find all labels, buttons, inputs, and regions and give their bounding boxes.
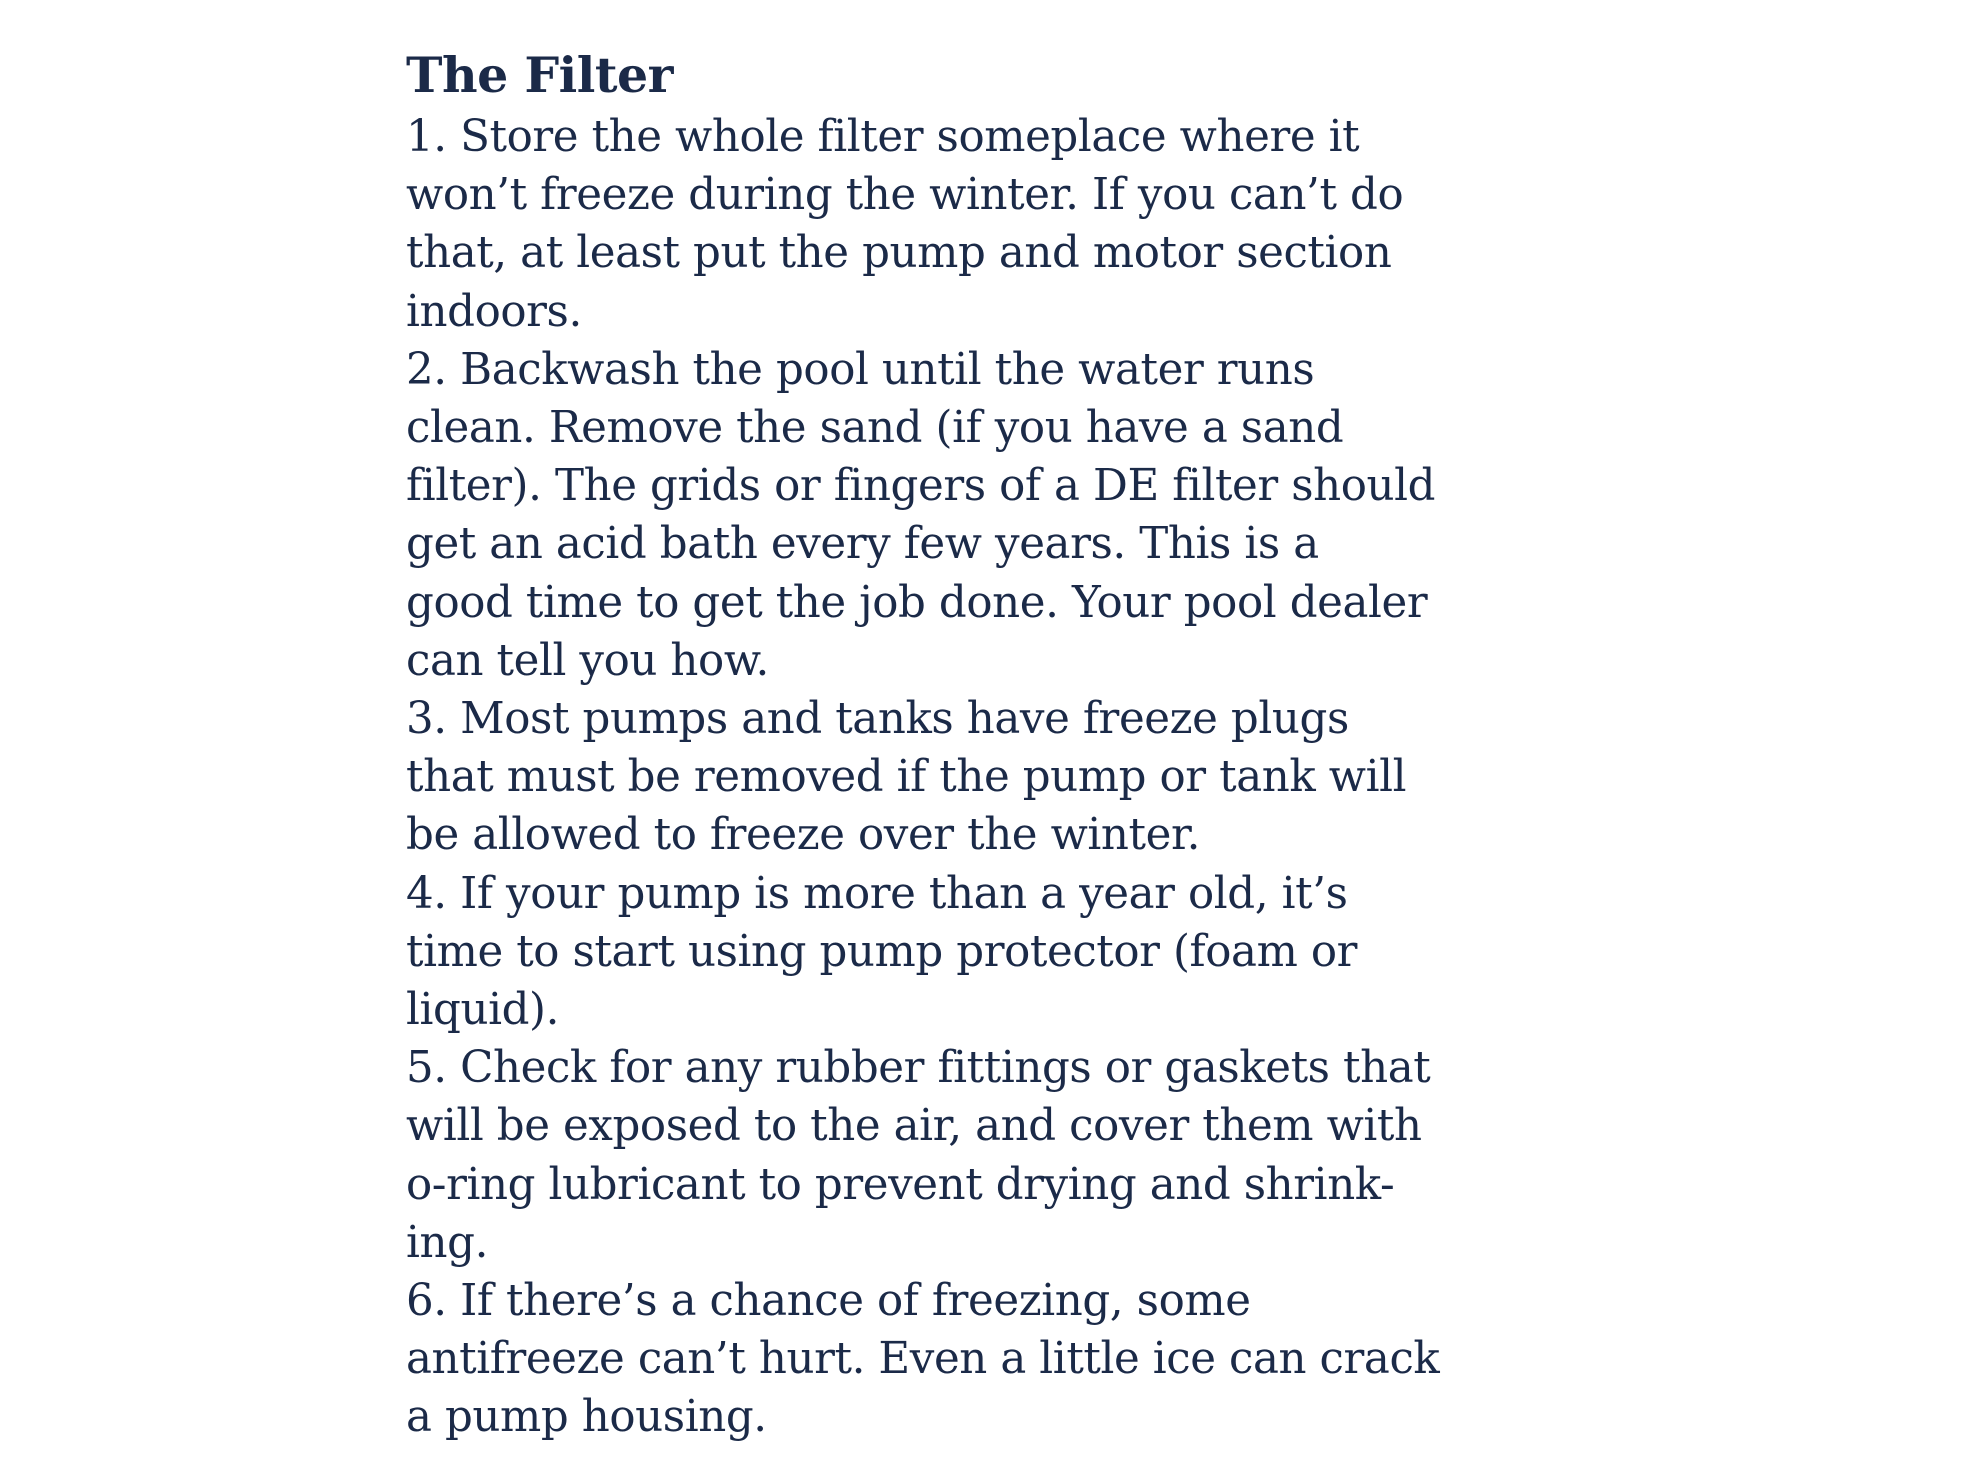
text-line: that must be removed if the pump or tank will — [406, 752, 1407, 803]
text-line: o-ring lubricant to prevent drying and shrink- — [406, 1159, 1395, 1210]
text-line: antifreeze can’t hurt. Even a little ice can crack — [406, 1334, 1440, 1385]
text-line: time to start using pump protector (foam or — [406, 926, 1358, 977]
text-line: be allowed to freeze over the winter. — [406, 810, 1201, 861]
text-line: indoors. — [406, 286, 582, 337]
text-line: 2. Backwash the pool until the water runs — [406, 344, 1315, 395]
text-line: 3. Most pumps and tanks have freeze plugs — [406, 694, 1349, 745]
text-line: filter). The grids or fingers of a DE filter should — [406, 461, 1436, 512]
text-line: good time to get the job done. Your pool dealer — [406, 577, 1428, 628]
document-body — [406, 42, 1506, 1447]
text-line: 5. Check for any rubber fittings or gaskets that — [406, 1043, 1431, 1094]
text-line: 1. Store the whole filter someplace where it — [406, 112, 1360, 162]
text-line: can tell you how. — [406, 635, 769, 686]
text-line: 4. If your pump is more than a year old, it’s — [406, 868, 1348, 919]
text-line: 6. If there’s a chance of freezing, some — [406, 1276, 1251, 1327]
text-line: liquid). — [406, 985, 560, 1036]
text-line: won’t freeze during the winter. If you can’t do — [406, 170, 1404, 221]
text-line: get an acid bath every few years. This is a — [406, 519, 1319, 570]
document-text — [406, 108, 1506, 1447]
text-line: will be exposed to the air, and cover them with — [406, 1101, 1422, 1152]
text-line: a pump housing. — [406, 1392, 767, 1443]
document-title: The Filter — [406, 46, 673, 104]
text-line: that, at least put the pump and motor section — [406, 228, 1392, 279]
text-line: ing. — [406, 1217, 489, 1268]
text-line: clean. Remove the sand (if you have a sand — [406, 403, 1344, 454]
